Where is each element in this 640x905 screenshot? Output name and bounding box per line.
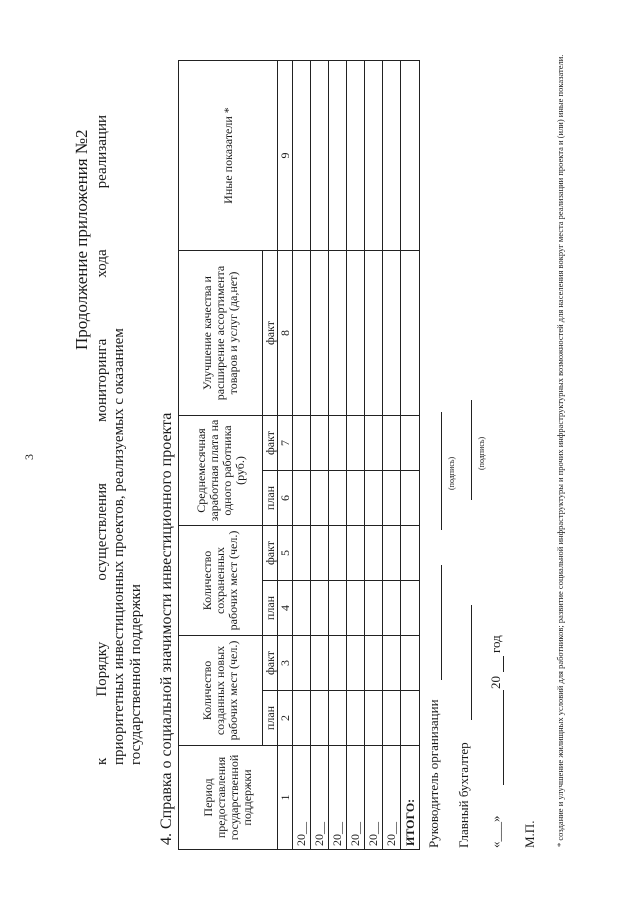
- stamp-place: М.П.: [522, 820, 537, 848]
- date-month-line: [503, 690, 504, 785]
- column-number: 3: [278, 636, 293, 691]
- subheader-fact: факт: [263, 526, 278, 581]
- header-saved-jobs: Количество сохраненных рабочих мест (чел.): [179, 526, 263, 636]
- subheader-fact: факт: [263, 251, 278, 416]
- date-day: «___»: [488, 815, 503, 848]
- head-signature-line: [441, 565, 442, 680]
- table-row: [347, 61, 365, 850]
- header-line-2: приоритетных инвестиционных проектов, реализуемых с оказанием: [111, 328, 127, 765]
- head-signature-hint: (подпись): [447, 456, 456, 490]
- table-row: [311, 61, 329, 850]
- header-salary: Среднемесячная заработная плата на одного работника (руб.): [179, 416, 263, 526]
- table-header-row: [179, 61, 263, 850]
- head-signature-label: Руководитель организации: [426, 699, 441, 848]
- subheader-fact: факт: [263, 636, 278, 691]
- row-year: 20__: [293, 746, 311, 850]
- column-number: 9: [278, 61, 293, 251]
- row-year: 20__: [311, 746, 329, 850]
- footnote: * создание и улучшение жилищных условий для работников; развитие социальной инфраструктуры и прочих инфраструктурных возможностей для населения вокруг места реализации проекта и (или) иные показатели.: [555, 54, 565, 847]
- subheader-fact: факт: [263, 416, 278, 471]
- row-year: 20__: [329, 746, 347, 850]
- header-line-3: государственной поддержки: [128, 584, 144, 765]
- column-number-row: [278, 61, 293, 850]
- date-year-line: [503, 656, 504, 672]
- accountant-signature-label: Главный бухгалтер: [456, 742, 471, 848]
- table-row: [329, 61, 347, 850]
- header-word: к: [94, 757, 110, 765]
- table-row: [383, 61, 401, 850]
- header-word: хода: [94, 249, 110, 278]
- header-word: мониторинга: [94, 338, 110, 422]
- column-number: 7: [278, 416, 293, 471]
- date-century: 20: [488, 676, 503, 689]
- header-word: реализации: [94, 115, 110, 189]
- row-year: 20__: [347, 746, 365, 850]
- table-row: [365, 61, 383, 850]
- header-other: Иные показатели *: [179, 61, 278, 251]
- header-new-jobs: Количество созданных новых рабочих мест (чел.): [179, 636, 263, 746]
- row-year: 20__: [365, 746, 383, 850]
- header-word: Порядку: [94, 641, 110, 697]
- accountant-signature-hint: (подпись): [477, 436, 486, 470]
- section-title: 4. Справка о социальной значимости инвестиционного проекта: [158, 412, 175, 845]
- column-number: 4: [278, 581, 293, 636]
- column-number: 6: [278, 471, 293, 526]
- total-row: [401, 61, 420, 850]
- social-significance-table: [178, 60, 420, 850]
- subheader-plan: план: [263, 471, 278, 526]
- column-number: 2: [278, 691, 293, 746]
- column-number: 5: [278, 526, 293, 581]
- appendix-header: [94, 115, 145, 765]
- accountant-signature-line: [471, 605, 472, 720]
- date-year-word: год: [488, 635, 503, 653]
- subheader-plan: план: [263, 581, 278, 636]
- total-label: ИТОГО:: [401, 746, 420, 850]
- page-number: 3: [22, 454, 36, 460]
- header-line-1: [94, 115, 111, 765]
- column-number: 1: [278, 746, 293, 850]
- row-year: 20__: [383, 746, 401, 850]
- accountant-name-line: [471, 400, 472, 500]
- column-number: 8: [278, 251, 293, 416]
- table-row: [293, 61, 311, 850]
- header-period: Период предоставления государственной поддержки: [179, 746, 278, 850]
- head-name-line: [441, 412, 442, 530]
- header-word: осуществления: [94, 483, 110, 581]
- subheader-plan: план: [263, 691, 278, 746]
- header-quality: Улучшение качества и расширение ассортимента товаров и услуг (да,нет): [179, 251, 263, 416]
- appendix-continuation: Продолжение приложения №2: [72, 129, 91, 350]
